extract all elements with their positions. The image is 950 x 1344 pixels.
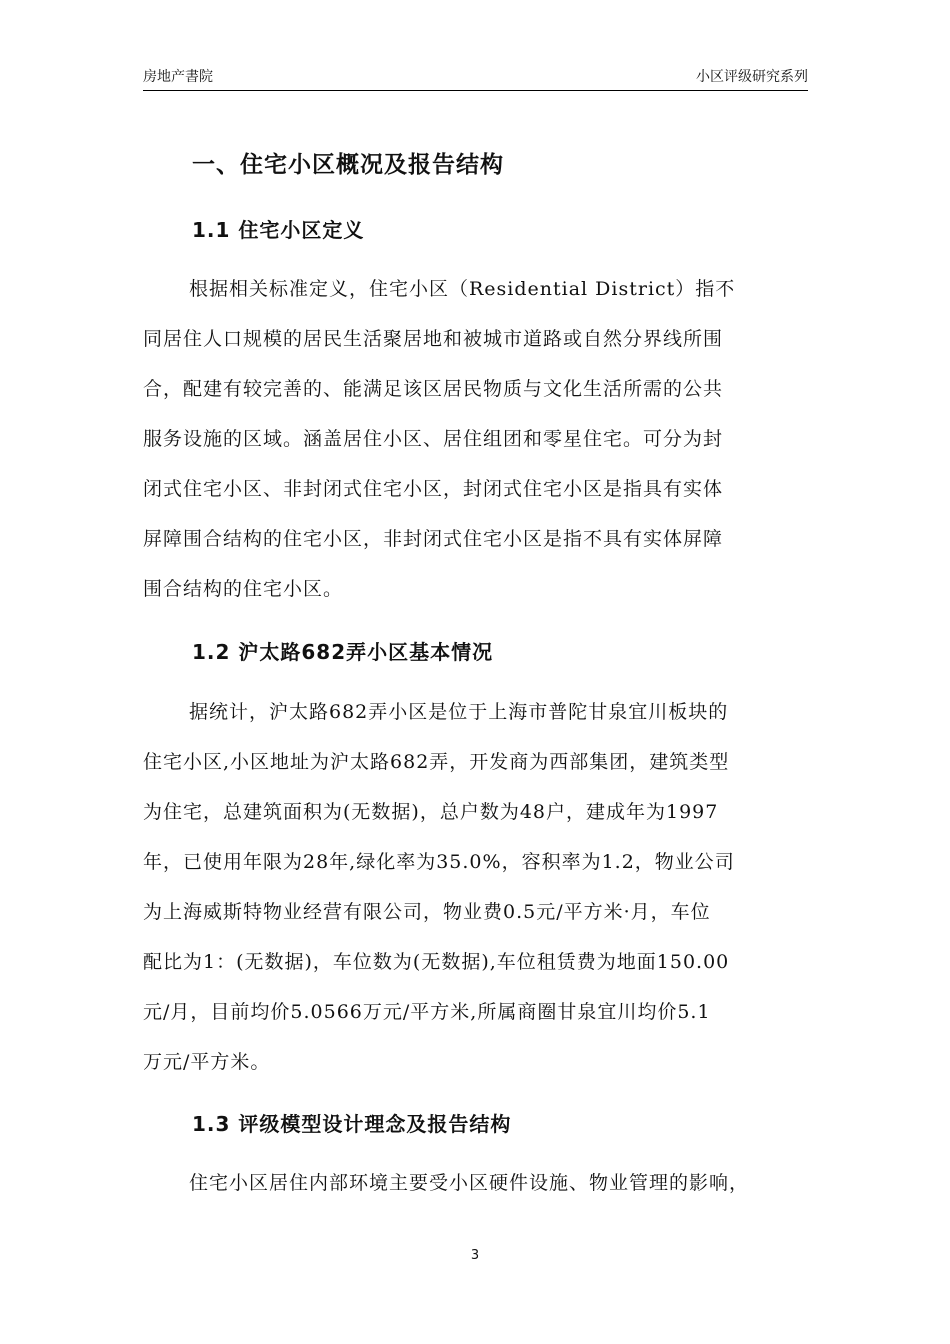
section-title: 一、住宅小区概况及报告结构 [192, 152, 504, 178]
paragraph-basic-info [143, 687, 813, 1087]
paragraph-line: 合，配建有较完善的、能满足该区居民物质与文化生活所需的公共 [143, 378, 724, 400]
paragraph-definition [143, 264, 813, 614]
paragraph-line: 据统计，沪太路682弄小区是位于上海市普陀甘泉宜川板块的 [189, 701, 729, 723]
paragraph-line: 围合结构的住宅小区。 [143, 578, 344, 600]
paragraph-line: 根据相关标准定义，住宅小区（Residential District）指不 [189, 278, 736, 300]
paragraph-line: 屏障围合结构的住宅小区，非封闭式住宅小区是指不具有实体屏障 [143, 528, 724, 550]
paragraph-line: 为上海威斯特物业经营有限公司，物业费0.5元/平方米·月，车位 [143, 901, 711, 923]
page-header [143, 64, 808, 91]
paragraph-line: 同居住人口规模的居民生活聚居地和被城市道路或自然分界线所围 [143, 328, 724, 350]
header-right-title: 小区评级研究系列 [696, 69, 808, 85]
page-number: 3 [470, 1248, 480, 1263]
paragraph-line: 年，已使用年限为28年,绿化率为35.0%，容积率为1.2，物业公司 [143, 851, 735, 873]
paragraph-line: 为住宅，总建筑面积为(无数据)，总户数为48户，建成年为1997 [143, 801, 719, 823]
paragraph-line: 住宅小区,小区地址为沪太路682弄，开发商为西部集团，建筑类型 [143, 751, 730, 773]
paragraph-model-design [143, 1158, 813, 1208]
heading-1-3: 1.3 评级模型设计理念及报告结构 [192, 1112, 512, 1136]
paragraph-line: 元/月，目前均价5.0566万元/平方米,所属商圈甘泉宜川均价5.1 [143, 1001, 711, 1023]
paragraph-line: 万元/平方米。 [143, 1051, 271, 1073]
paragraph-line: 服务设施的区域。涵盖居住小区、居住组团和零星住宅。可分为封 [143, 428, 724, 450]
paragraph-line: 住宅小区居住内部环境主要受小区硬件设施、物业管理的影响， [189, 1172, 750, 1194]
paragraph-line: 配比为1：(无数据)，车位数为(无数据),车位租赁费为地面150.00 [143, 951, 730, 973]
paragraph-line: 闭式住宅小区、非封闭式住宅小区，封闭式住宅小区是指具有实体 [143, 478, 724, 500]
heading-1-2: 1.2 沪太路682弄小区基本情况 [192, 640, 494, 664]
header-left-title: 房地产書院 [143, 69, 213, 85]
heading-1-1: 1.1 住宅小区定义 [192, 218, 365, 242]
